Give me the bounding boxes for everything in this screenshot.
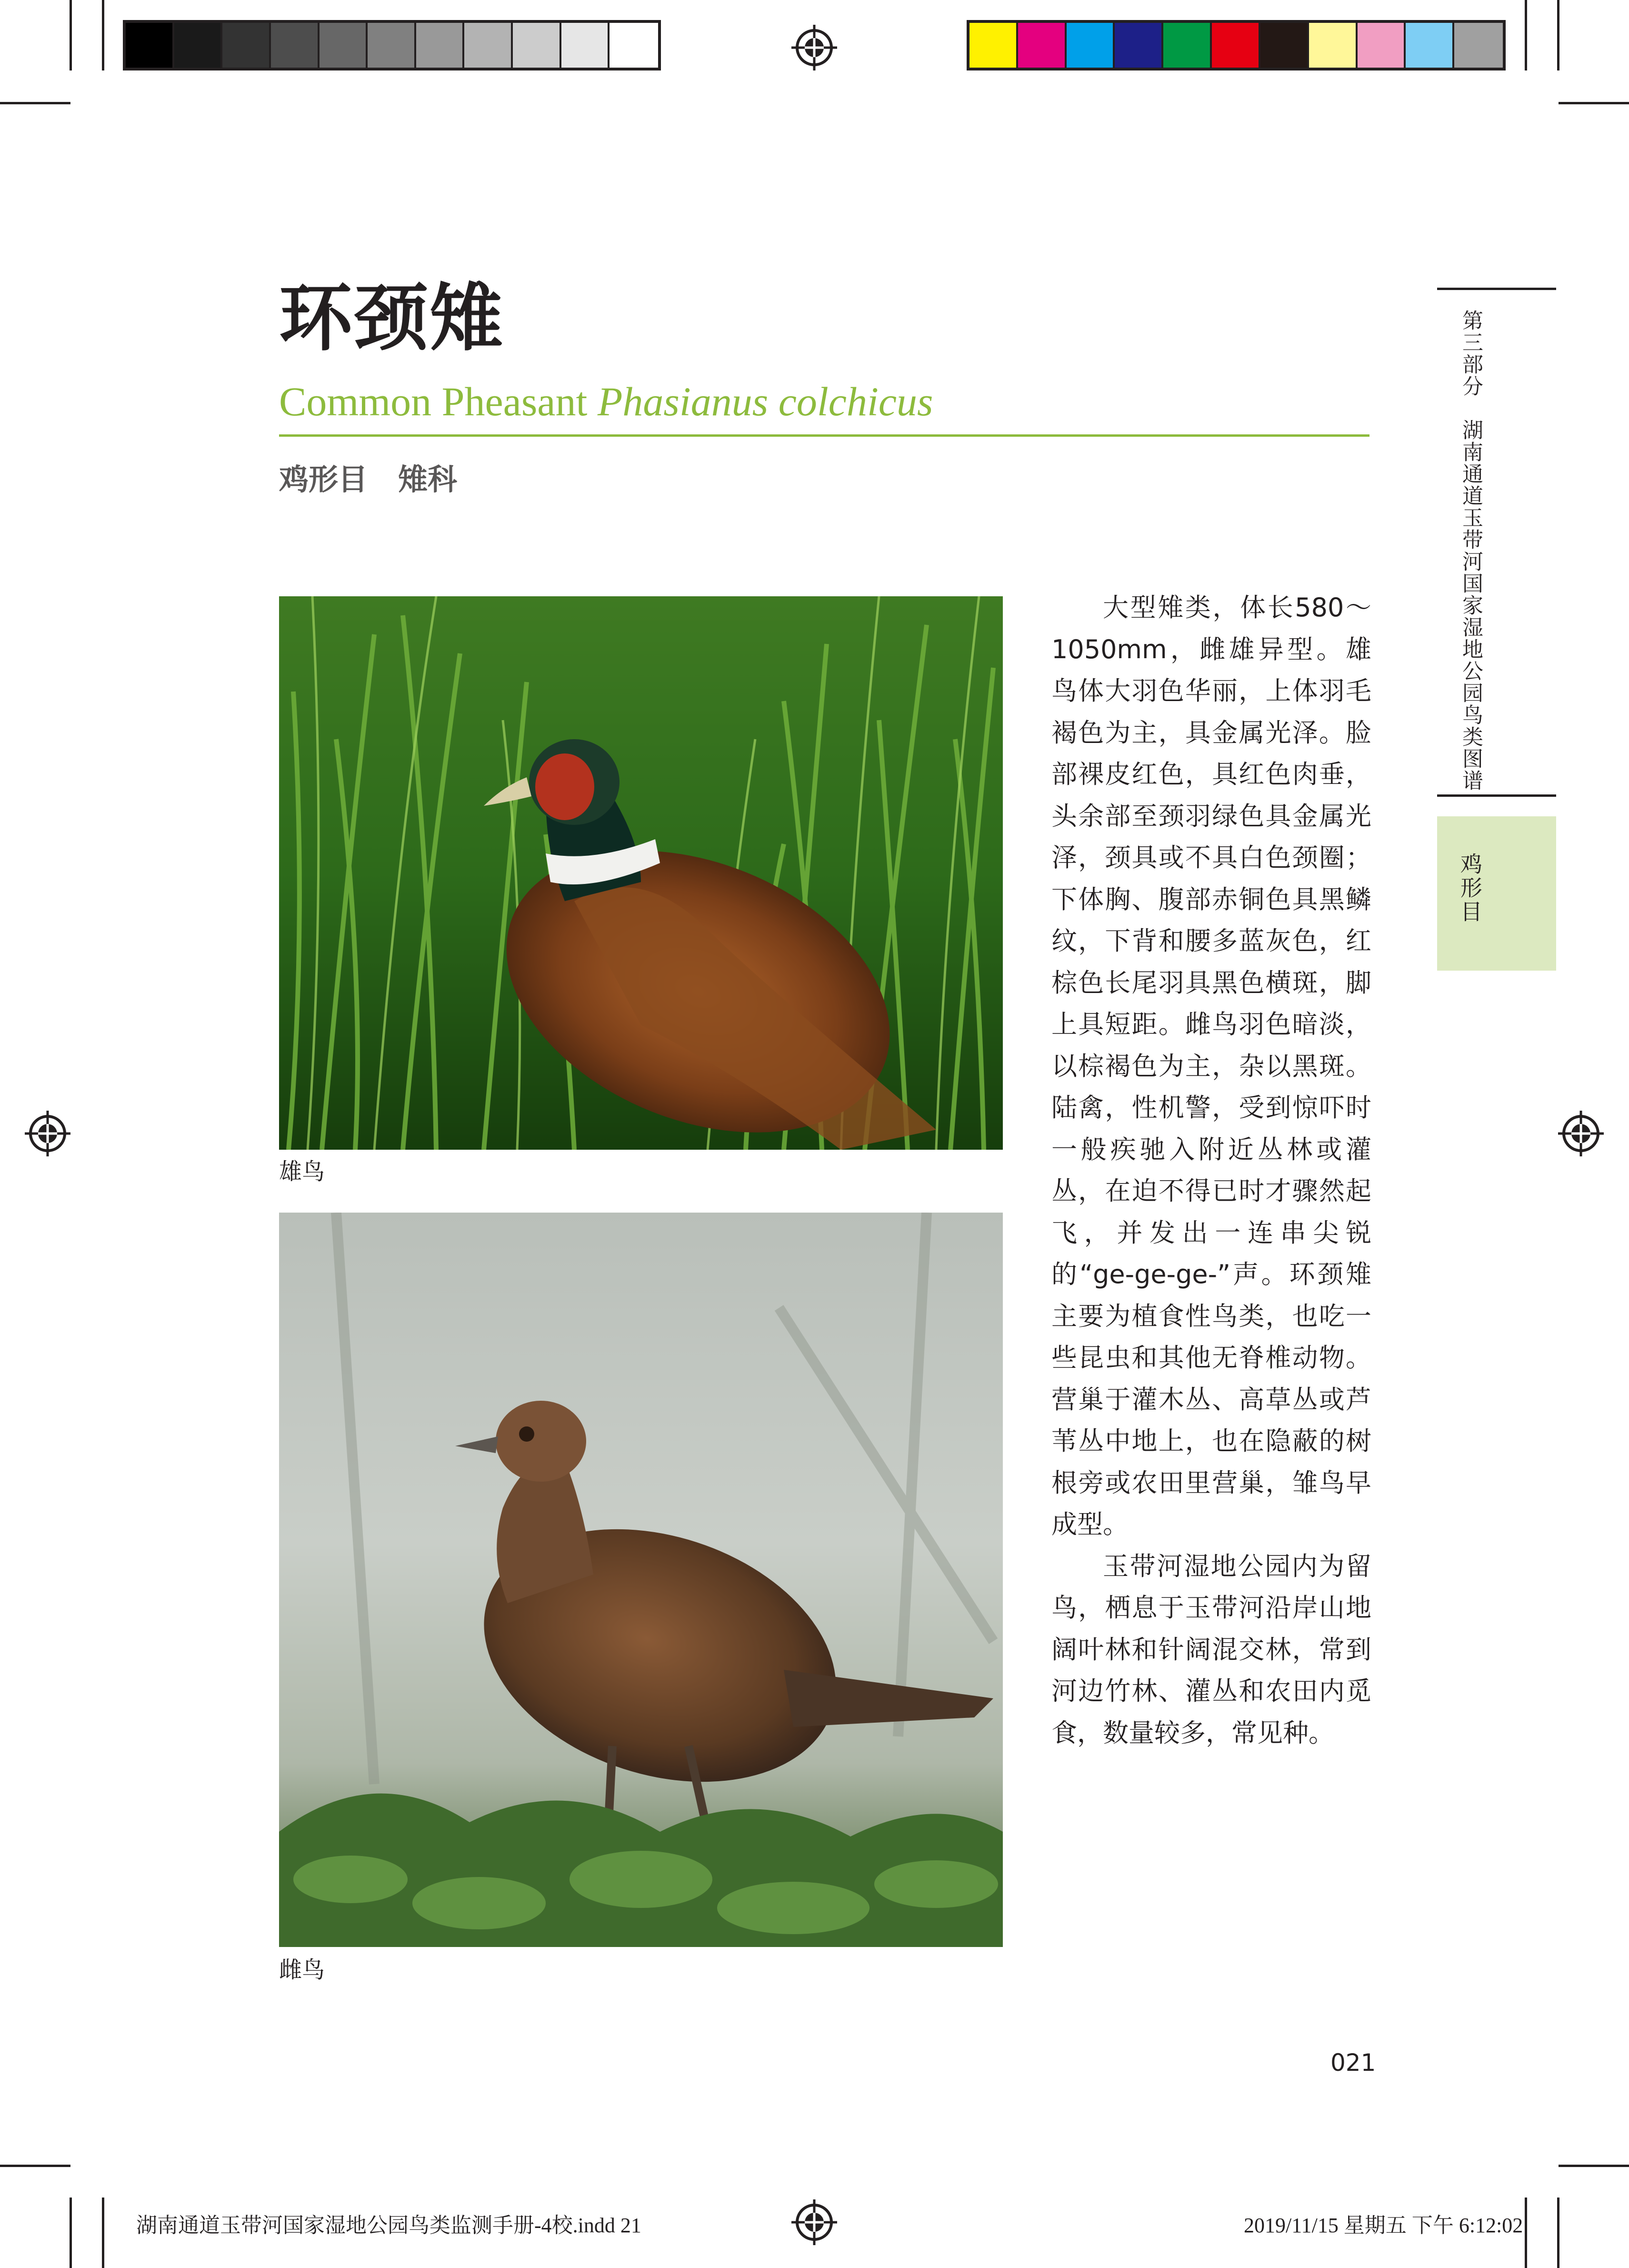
page-number: 021 <box>1330 2049 1376 2077</box>
crop-mark <box>70 0 72 70</box>
color-swatch <box>126 23 174 68</box>
crop-mark <box>1559 2165 1629 2167</box>
title-rule <box>279 434 1369 437</box>
color-swatch <box>464 23 513 68</box>
species-chinese-name: 环颈雉 <box>279 276 505 361</box>
color-swatch <box>1163 23 1212 68</box>
color-swatch <box>1358 23 1406 68</box>
side-tab-rule <box>1437 794 1556 797</box>
order-name: 鸡形目 <box>279 462 368 497</box>
color-swatch <box>969 23 1018 68</box>
family-name: 雉科 <box>398 462 458 497</box>
female-pheasant-photo <box>279 1213 1003 1947</box>
color-swatch <box>368 23 416 68</box>
chapter-tab <box>1437 816 1556 971</box>
crop-mark <box>1525 0 1527 70</box>
crop-mark <box>1525 2198 1527 2268</box>
cmyk-color-bar <box>967 20 1506 70</box>
color-swatch <box>271 23 320 68</box>
color-swatch <box>416 23 465 68</box>
species-description <box>1051 587 1371 1754</box>
color-swatch <box>561 23 610 68</box>
crop-mark <box>1557 0 1559 70</box>
crop-mark <box>1559 102 1629 104</box>
registration-target-icon <box>1558 1111 1604 1156</box>
photo-caption-male: 雄鸟 <box>279 1158 325 1185</box>
photo-caption-female: 雌鸟 <box>279 1957 325 1983</box>
color-swatch <box>1212 23 1260 68</box>
slug-timestamp: 2019/11/15 星期五 下午 6:12:02 <box>1244 2214 1523 2237</box>
slug-filename: 湖南通道玉带河国家湿地公园鸟类监测手册-4校.indd 21 <box>136 2214 641 2237</box>
color-swatch <box>513 23 561 68</box>
description-paragraph: 大型雉类，体长580～1050mm，雌雄异型。雄鸟体大羽色华丽，上体羽毛褐色为主，具金属光泽。脸部裸皮红色，具红色肉垂，头余部至颈羽绿色具金属光泽，颈具或不具白色颈圈；下体胸、腹部赤铜色具黑鳞纹，下背和腰多蓝灰色，红棕色长尾羽具黑色横斑，脚上具短距。雌鸟羽色暗淡，以棕褐色为主，杂以黑斑。陆禽，性机警，受到惊吓时一般疾驰入附近丛林或灌丛，在迫不得已时才骤然起飞，并发出一连串尖锐的“ge-ge-ge-”声。环颈雉主要为植食性鸟类，也吃一些昆虫和其他无脊椎动物。营巢于灌木丛、高草丛或芦苇丛中地上，也在隐蔽的树根旁或农田里营巢，雏鸟早成型。 <box>1051 592 1371 1539</box>
section-running-head: 第三部分 湖南通道玉带河国家湿地公园鸟类图谱 <box>1459 310 1483 792</box>
chapter-tab-label: 鸡形目 <box>1457 853 1483 924</box>
color-swatch <box>1260 23 1309 68</box>
registration-target-icon <box>791 25 837 70</box>
crop-mark <box>1557 2198 1559 2268</box>
color-swatch <box>610 23 658 68</box>
crop-mark <box>102 0 104 70</box>
color-swatch <box>222 23 271 68</box>
color-swatch <box>1115 23 1163 68</box>
crop-mark <box>70 2198 72 2268</box>
description-paragraph: 玉带河湿地公园内为留鸟，栖息于玉带河沿岸山地阔叶林和针阔混交林，常到河边竹林、灌丛和农田内觅食，数量较多，常见种。 <box>1051 1551 1371 1748</box>
crop-mark <box>0 102 70 104</box>
registration-target-icon <box>25 1111 70 1156</box>
common-name: Common Pheasant <box>279 379 588 424</box>
color-swatch <box>1406 23 1454 68</box>
scientific-name: Phasianus colchicus <box>597 379 933 424</box>
taxonomy-line <box>279 462 488 497</box>
color-swatch <box>1067 23 1115 68</box>
color-swatch <box>320 23 368 68</box>
registration-target-icon <box>791 2199 837 2245</box>
side-tab-rule <box>1437 288 1556 290</box>
male-pheasant-photo <box>279 596 1003 1150</box>
color-swatch <box>1018 23 1067 68</box>
gray-color-bar <box>123 20 661 70</box>
color-swatch <box>174 23 223 68</box>
crop-mark <box>0 2165 70 2167</box>
color-swatch <box>1454 23 1503 68</box>
crop-mark <box>102 2198 104 2268</box>
color-swatch <box>1309 23 1358 68</box>
species-english-name <box>279 381 933 422</box>
